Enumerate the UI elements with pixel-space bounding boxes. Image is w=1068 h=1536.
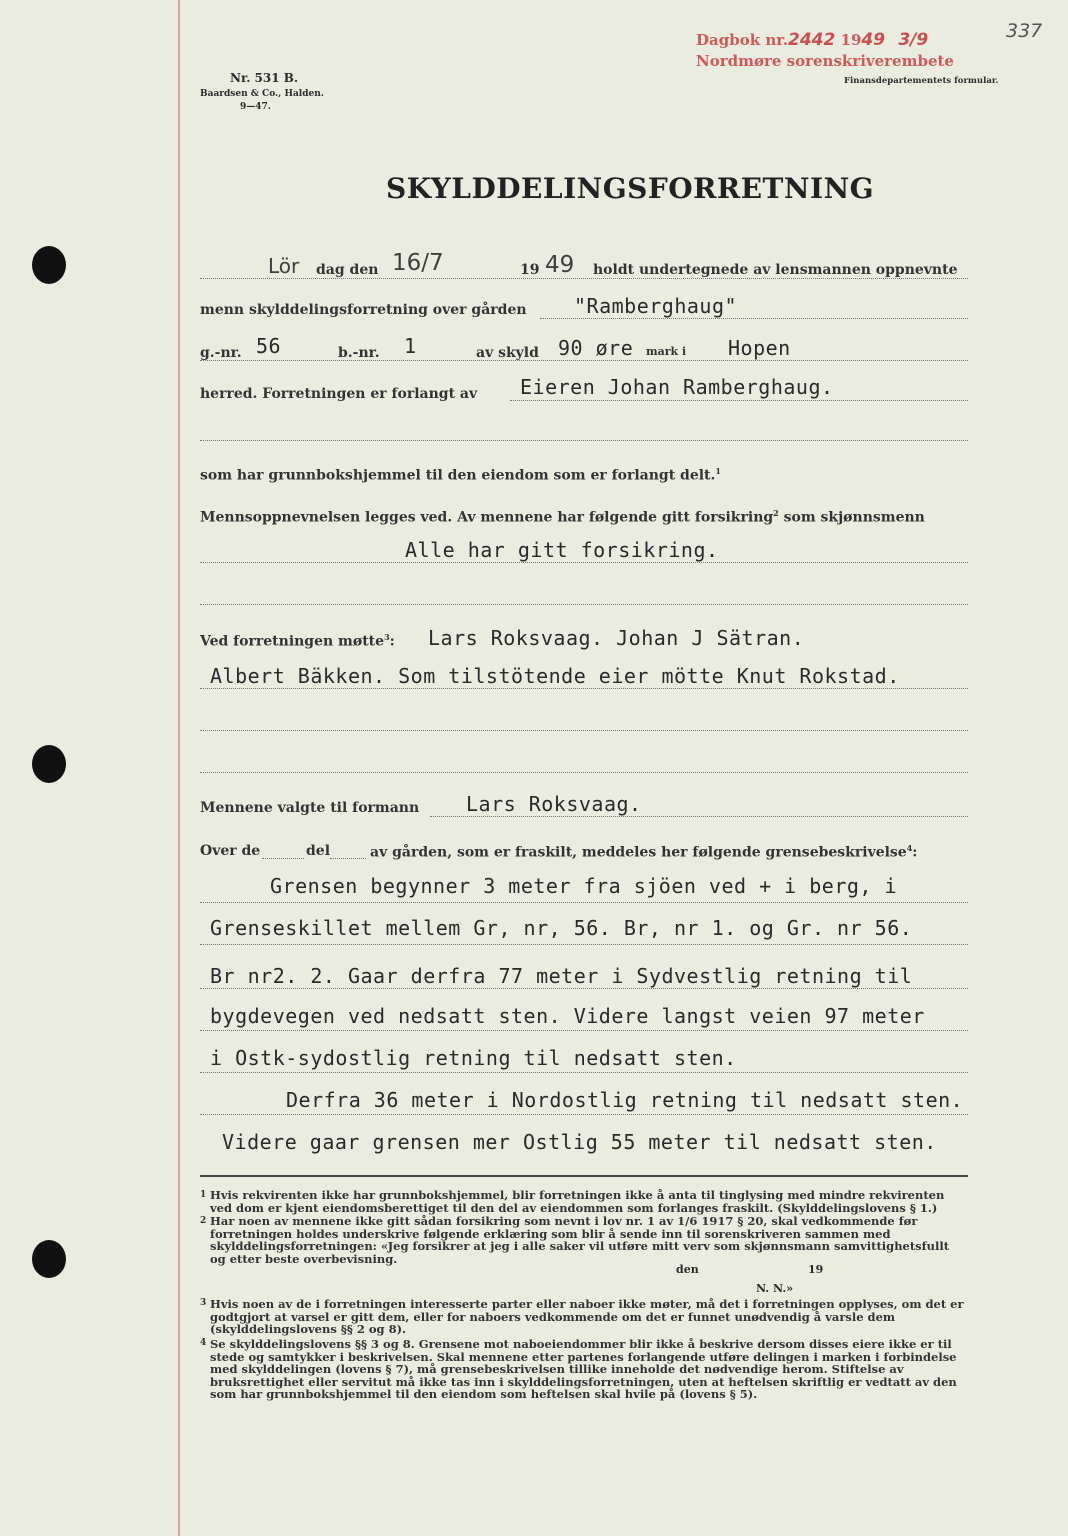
fill-line (200, 604, 968, 605)
fill-line (200, 688, 968, 689)
printer: Baardsen & Co., Halden. (200, 89, 324, 99)
year-hand: 49 (545, 252, 575, 278)
date-hand: 16/7 (392, 250, 444, 276)
margin-line (178, 0, 180, 1536)
menn-sentence: Mennsoppnevnelsen legges ved. Av mennene har følgende gitt forsikring (200, 509, 774, 526)
fill-line (200, 772, 968, 773)
fill-line (200, 360, 968, 361)
footnote-divider (200, 1175, 968, 1177)
line1-tail: holdt undertegnede av lensmannen oppnevnte (593, 262, 958, 278)
herred-label: herred. Forretningen er forlangt av (200, 386, 478, 402)
document-title: SKYLDDELINGSFORRETNING (386, 172, 875, 205)
fill-line (200, 730, 968, 731)
punch-hole (32, 1240, 66, 1278)
fill-line (200, 1030, 968, 1031)
description-line: Videre gaar grensen mer Ostlig 55 meter til nedsatt sten. (222, 1130, 937, 1154)
mott-text: Ved forretningen møtte (200, 633, 385, 650)
description-line: i Ostk-sydostlig retning til nedsatt sten. (210, 1046, 737, 1070)
menn-tail: som skjønnsmenn (783, 509, 925, 526)
forsikring: Alle har gitt forsikring. (405, 538, 719, 562)
footnote-number: 4 (200, 1338, 207, 1348)
fill-line (262, 858, 304, 859)
footnote-number: 3 (200, 1298, 207, 1308)
description-line: Br nr2. 2. Gaar derfra 77 meter i Sydvestlig retning til (210, 964, 913, 988)
footnote-number: 1 (200, 1190, 207, 1200)
farm-name: "Ramberghaug" (574, 294, 738, 318)
day-hand: Lör (268, 254, 300, 278)
fill-line (200, 1072, 968, 1073)
signoff-den: den (676, 1263, 699, 1276)
description-line: Derfra 36 meter i Nordostlig retning til nedsatt sten. (286, 1088, 964, 1112)
fill-line (540, 318, 968, 319)
over-text: av gården, som er fraskilt, meddeles her følgende grensebeskrivelse (370, 844, 907, 861)
skyld-label: av skyld (476, 345, 539, 361)
print-date: 9—47. (240, 102, 271, 112)
grunnbok-text (200, 466, 721, 484)
description-line: Grenseskillet mellem Gr, nr, 56. Br, nr 1. og Gr. nr 56. (210, 916, 913, 940)
signoff-nn: N. N.» (756, 1282, 794, 1295)
fill-line (200, 944, 968, 945)
stamp-line1 (696, 30, 928, 50)
ministry-form: Finansdepartementets formular. (844, 76, 999, 86)
fill-line (510, 400, 968, 401)
stamp-date-hand: 3/9 (898, 30, 929, 50)
fill-line (200, 902, 968, 903)
mott-line2: Albert Bäkken. Som tilstötende eier mötte Knut Rokstad. (210, 664, 900, 688)
stamp-year: 19 (840, 31, 862, 49)
fill-line (200, 278, 968, 279)
fill-line (200, 562, 968, 563)
fill-line (430, 816, 968, 817)
footnote-ref: 2 (773, 508, 779, 518)
mott-label: Ved forretningen møtte$^3$: (200, 632, 395, 650)
footnote-number: 2 (200, 1216, 207, 1226)
year-prefix: 19 (520, 262, 540, 278)
gnr-value: 56 (256, 334, 282, 358)
over-label-c (370, 843, 917, 861)
day-label: dag den (316, 262, 379, 278)
punch-hole (32, 745, 66, 783)
requested-by: Eieren Johan Ramberghaug. (520, 375, 834, 399)
description-line: Grensen begynner 3 meter fra sjöen ved + i berg, i (270, 874, 898, 898)
punch-hole (32, 246, 66, 284)
footnote-1: Hvis rekvirenten ikke har grunnbokshjemmel, blir forretningen ikke å anta til tinglysing med mindre rekvirenten ved dom er kjent eiendomsberettiget til den del av eiendommen som forlanges fraskilt. (Skylddelingslovens § 1.) (210, 1188, 945, 1215)
over-label-a: Over de (200, 843, 261, 859)
mott-line1: Lars Roksvaag. Johan J Sätran. (428, 626, 805, 650)
line2-label: menn skylddelingsforretning over gården (200, 302, 527, 318)
gnr-label: g.-nr. (200, 345, 242, 361)
formann-label: Mennene valgte til formann (200, 800, 420, 816)
stamp-label: Dagbok nr. (696, 31, 788, 49)
stamp-year-hand: 49 (861, 30, 886, 50)
skyld-value: 90 øre (558, 336, 634, 360)
page-number: 337 (1006, 20, 1043, 42)
footnote-2: Har noen av mennene ikke gitt sådan forsikring som nevnt i lov nr. 1 av 1/6 1917 § 20, skal vedkommende før forretningen holdes underskrive følgende erklæring som blir å sende inn til sorenskriveren sammen med skylddelingsforretningen: «Jeg forsikrer at jeg i alle saker vil utføre mitt verv som skjønnsmann samvittighetsfullt og etter beste overbevisning. (210, 1214, 950, 1266)
fill-line (330, 858, 366, 859)
fill-line (200, 1114, 968, 1115)
kommune: Hopen (728, 336, 791, 360)
grunnbok-sentence: som har grunnbokshjemmel til den eiendom som er forlangt delt. (200, 467, 716, 484)
footnote-4: Se skylddelingslovens §§ 3 og 8. Grensene mot naboeiendommer blir ikke å beskrive dersom disses eiere ikke er til stede og samtykker i beskrivelsen. Skal mennene etter partenes forlangende utføre delingen i marken i forbindelse med skylddelingen (lovens § 7), må grensebeskrivelsen tillike inneholde det nødvendige herom. Stiftelse av bruksrettighet eller servitut må ikke tas inn i skylddelingsforretningen, uten at heftelsen skriftlig er vedtatt av den som har grunnbokshjemmel til den eiendom som heftelsen skal hvile på (lovens § 5). (210, 1337, 957, 1401)
menn-text (200, 508, 925, 526)
stamp-line2: Nordmøre sorenskriverembete (696, 52, 954, 70)
skyld-tail: mark i (646, 345, 687, 358)
footnote-ref: 4 (906, 843, 913, 853)
bnr-label: b.-nr. (338, 345, 380, 361)
stamp-number: 2442 (787, 30, 836, 50)
description-line: bygdevegen ved nedsatt sten. Videre langst veien 97 meter (210, 1004, 925, 1028)
signoff-year: 19 (808, 1263, 824, 1276)
formann-name: Lars Roksvaag. (466, 792, 642, 816)
over-label-b: del (306, 843, 331, 859)
footnote-ref: 3 (384, 632, 390, 642)
over-tail: : (912, 844, 918, 861)
form-number: Nr. 531 B. (230, 71, 299, 85)
footnote-ref: 1 (715, 466, 721, 476)
bnr-value: 1 (404, 334, 417, 358)
fill-line (200, 988, 968, 989)
footnote-3: Hvis noen av de i forretningen interesserte parter eller naboer ikke møter, må det i forretningen opplyses, om det er godtgjort at varsel er gitt dem, eller for naboers vedkommende om det er funnet unødvendig å varsle dem (skylddelingslovens §§ 2 og 8). (210, 1297, 964, 1336)
fill-line (200, 440, 968, 441)
